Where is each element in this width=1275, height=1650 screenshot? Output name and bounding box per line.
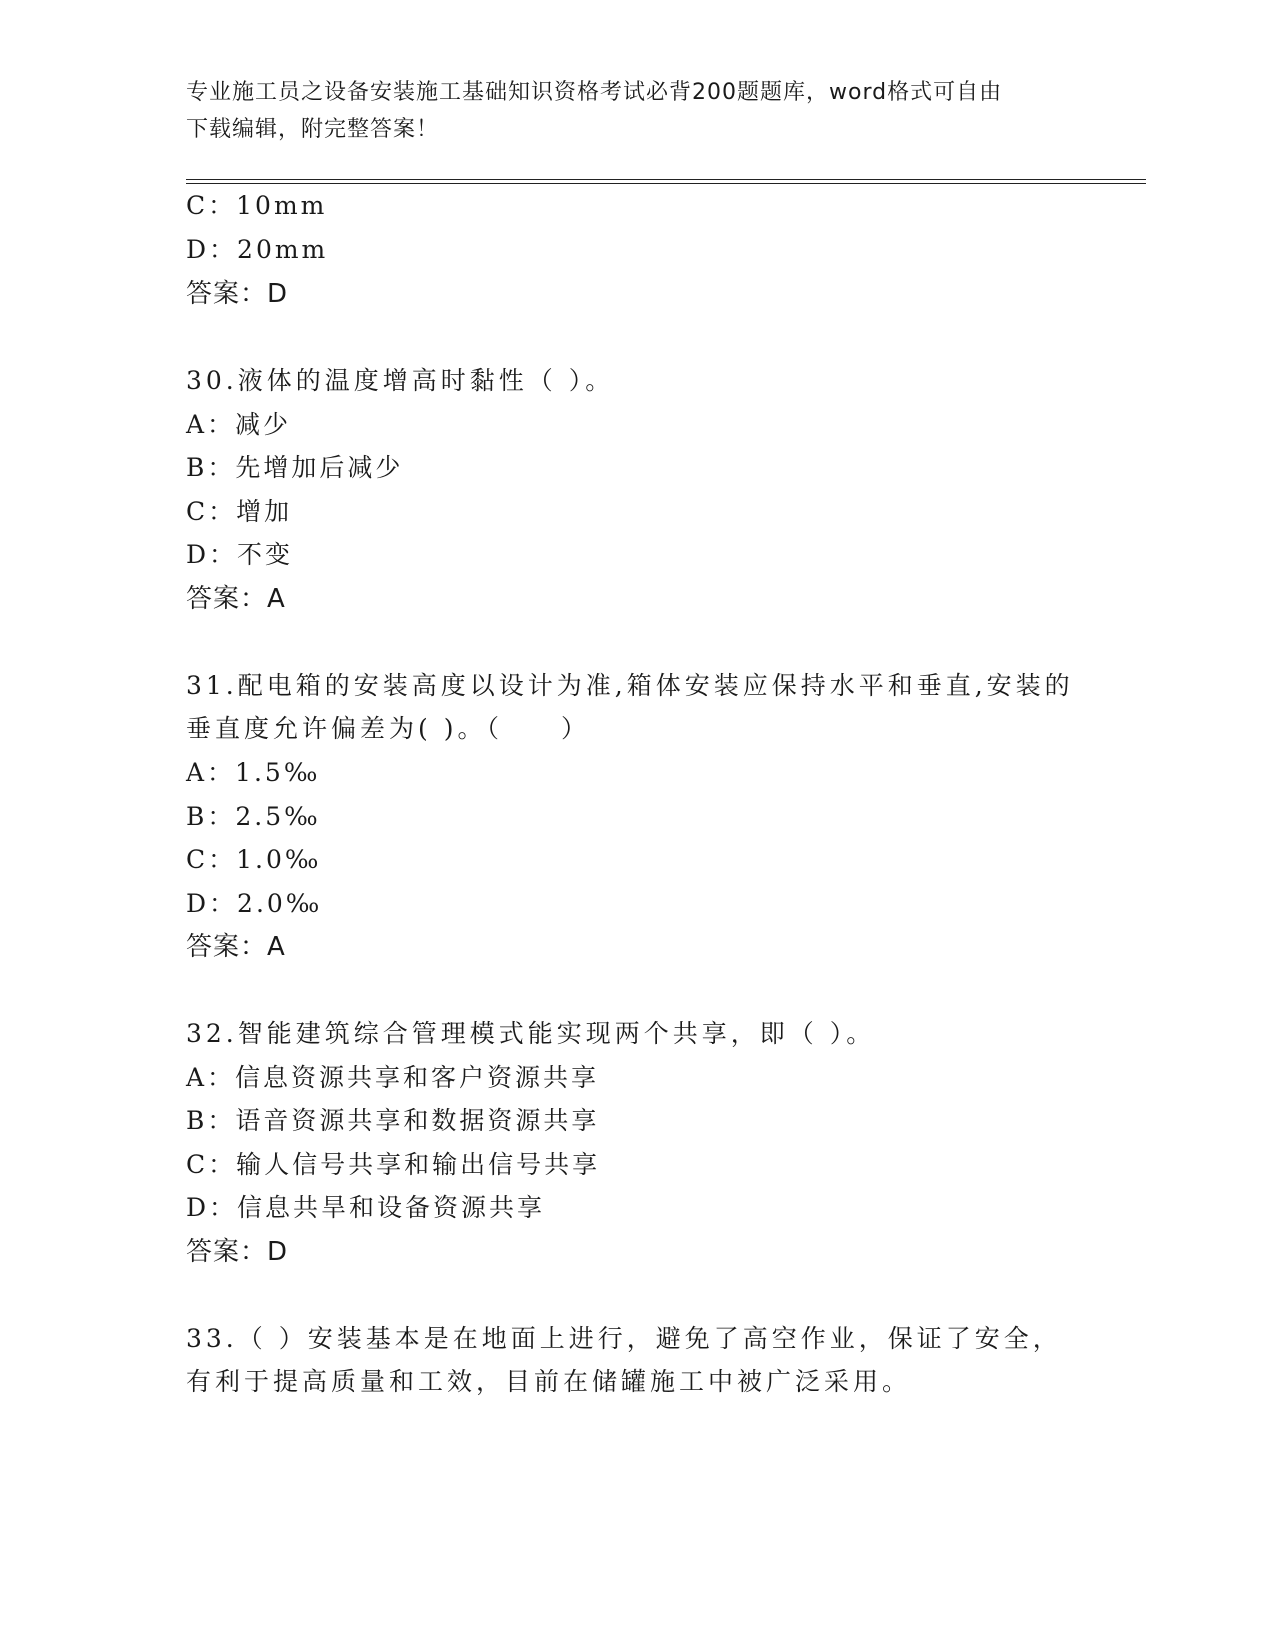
option-c: C：输人信号共享和输出信号共享 (186, 1150, 601, 1179)
question-stem-33-line-1: 33.（ ）安装基本是在地面上进行，避免了高空作业，保证了安全， (186, 1324, 1062, 1353)
option-c: C：10mm (186, 191, 328, 220)
option-a: A：减少 (186, 410, 292, 439)
option-c: C：1.0‰ (186, 845, 322, 874)
option-b: B：先增加后减少 (186, 453, 404, 482)
question-stem-33-line-2: 有利于提高质量和工效，目前在储罐施工中被广泛采用。 (186, 1367, 912, 1396)
answer-line: 答案：A (186, 584, 286, 614)
option-d: D：2.0‰ (186, 889, 323, 918)
question-stem-31-line-1: 31.配电箱的安装高度以设计为准,箱体安装应保持水平和垂直,安装的 (186, 671, 1074, 700)
document-header (186, 74, 1066, 148)
option-a: A：1.5‰ (186, 758, 321, 787)
answer-line: 答案：D (186, 1237, 289, 1267)
header-line-1: 专业施工员之设备安装施工基础知识资格考试必背200题题库，word格式可自由 (186, 80, 1003, 105)
option-d: D：信息共旱和设备资源共享 (186, 1193, 546, 1222)
header-line-2: 下载编辑，附完整答案！ (186, 117, 440, 142)
header-divider-bottom (186, 183, 1146, 184)
option-c: C：增加 (186, 497, 293, 526)
option-a: A：信息资源共享和客户资源共享 (186, 1063, 600, 1092)
question-stem-31-line-2: 垂直度允许偏差为( )。（ ） (186, 714, 590, 743)
answer-line: 答案：A (186, 932, 286, 962)
option-b: B：2.5‰ (186, 802, 321, 831)
answer-line: 答案：D (186, 279, 289, 309)
option-d: D：20mm (186, 235, 329, 264)
question-stem-30: 30.液体的温度增高时黏性（ ）。 (186, 366, 615, 395)
option-d: D：不变 (186, 540, 294, 569)
option-b: B：语音资源共享和数据资源共享 (186, 1106, 600, 1135)
question-stem-32: 32.智能建筑综合管理模式能实现两个共享，即（ ）。 (186, 1019, 876, 1048)
header-divider-top (186, 179, 1146, 180)
